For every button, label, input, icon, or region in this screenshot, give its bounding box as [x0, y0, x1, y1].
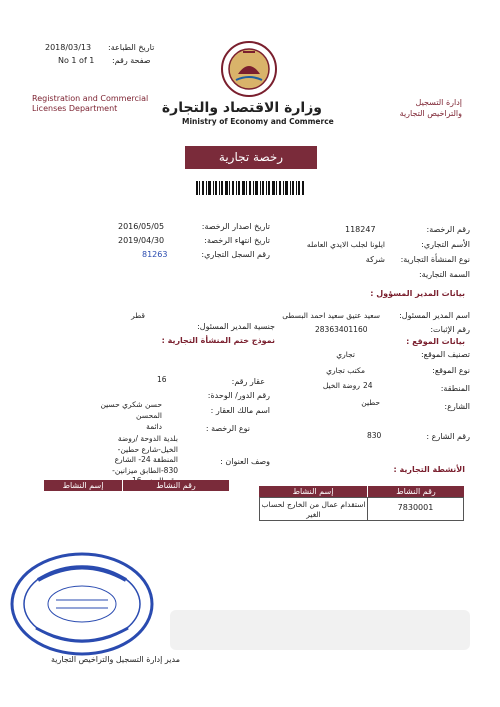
- manager-name-label: اسم المدير المسئول:: [399, 311, 470, 320]
- manager-id-value: 28363401160: [315, 325, 368, 334]
- nationality-value: قطر: [131, 311, 145, 320]
- location-type-value: مكتب تجاري: [326, 366, 365, 375]
- page-number-label: صفحة رقم:: [112, 56, 151, 65]
- property-number-value: 16: [157, 375, 167, 384]
- address-label: وصف العنوان :: [220, 457, 270, 466]
- activities-section-title: الأنشطة التجارية :: [393, 465, 465, 474]
- zone-number: 24: [363, 381, 373, 390]
- dept-name-en-line1: Registration and Commercial: [32, 94, 149, 103]
- location-class-label: تصنيف الموقع:: [420, 350, 470, 359]
- street-value: حطين: [361, 398, 380, 407]
- expiry-date-label: تاريخ انتهاء الرخصة:: [204, 236, 270, 245]
- location-class-value: تجاري: [336, 350, 355, 359]
- activity-name-line1: استقدام عمال من الخارج لحساب: [261, 500, 366, 509]
- cr-number-label: رقم السجل التجاري:: [201, 250, 270, 259]
- watermark: [160, 600, 480, 660]
- dept-name-en-line2: Licenses Department: [32, 104, 118, 113]
- activity-name-cell: [259, 497, 368, 521]
- manager-section-title: بيانات المدير المسؤول :: [370, 289, 465, 298]
- activity-number-cell: 7830001: [367, 497, 464, 521]
- print-date-label: تاريخ الطباعة:: [108, 43, 155, 52]
- license-type-label: نوع الرخصة :: [205, 424, 250, 433]
- manager-name-value: سعيد عتيق سعيد احمد البسطى: [282, 311, 380, 320]
- left-table-header-name: إسم النشاط: [44, 480, 122, 491]
- property-owner-line2: المحسن: [136, 411, 162, 420]
- street-number-value: 830: [367, 431, 382, 440]
- print-date-value: 2018/03/13: [45, 43, 92, 52]
- address-line: المنطقة 24- الشارع: [114, 455, 178, 464]
- entity-type-label: نوع المنشأة التجارية:: [400, 255, 470, 264]
- ministry-name-en: Ministry of Economy and Commerce: [182, 117, 334, 126]
- address-line: بلدية الدوحة /روضة: [117, 434, 178, 443]
- right-table-header-number: رقم النشاط: [368, 486, 464, 497]
- seal-sample-label: نموذج ختم المنشأة التجارية :: [161, 336, 275, 345]
- trade-name-value: ايلونا لجلب الايدي العامله: [306, 240, 385, 249]
- issue-date-value: 2016/05/05: [118, 222, 165, 231]
- qatar-emblem-logo: [218, 38, 280, 100]
- location-type-label: نوع الموقع:: [432, 366, 470, 375]
- ministry-name-ar: وزارة الاقتصاد والتجارة: [161, 100, 322, 116]
- location-section-title: بيانات الموقع :: [406, 337, 465, 346]
- property-number-label: عقار رقم:: [231, 377, 265, 386]
- manager-id-label: رقم الإثبات:: [430, 325, 470, 334]
- property-owner-line1: حسن شكري حسين: [100, 400, 162, 409]
- right-table-header-name: إسم النشاط: [259, 486, 367, 497]
- address-line: الخيل-شارع حطين-: [117, 444, 178, 454]
- barcode: [196, 180, 304, 194]
- zone-label: المنطقة:: [440, 384, 470, 393]
- zone-name: روضة الخيل: [322, 381, 360, 390]
- signature-title: مدير إدارة التسجيل والتراخيص التجارية: [51, 655, 180, 664]
- left-table-header-number: رقم النشاط: [123, 480, 229, 491]
- document-title: رخصة تجارية: [218, 150, 284, 164]
- dept-name-ar-line2: والتراخيص التجارية: [399, 109, 462, 118]
- trade-mark-label: السمة التجارية:: [418, 270, 470, 279]
- activity-name-line2: الغير: [306, 510, 321, 519]
- license-number-value: 118247: [345, 225, 376, 234]
- page-number-value: No 1 of 1: [58, 56, 95, 65]
- street-number-label: رقم الشارع :: [426, 432, 470, 441]
- trade-name-label: الأسم التجاري:: [421, 240, 470, 249]
- issue-date-label: تاريخ اصدار الرخصة:: [201, 222, 270, 231]
- address-line: 830-الطابق ميزانين-: [112, 465, 178, 475]
- expiry-date-value: 2019/04/30: [118, 236, 165, 245]
- address-description: [100, 434, 178, 487]
- street-label: الشارع:: [444, 402, 470, 411]
- document-title-bar: [185, 146, 317, 169]
- nationality-label: جنسية المدير المسئول:: [197, 322, 275, 331]
- floor-unit-label: رقم الدور/ الوحدة:: [207, 391, 270, 400]
- official-seal-stamp: [8, 550, 156, 658]
- license-number-label: رقم الرخصة:: [426, 225, 470, 234]
- entity-type-value: شركة: [365, 255, 385, 264]
- dept-name-ar-line1: إدارة التسجيل: [415, 98, 462, 107]
- cr-number-value: 81263: [142, 250, 168, 259]
- license-type-value: دائمة: [146, 422, 162, 431]
- property-owner-label: اسم مالك العقار :: [210, 406, 270, 415]
